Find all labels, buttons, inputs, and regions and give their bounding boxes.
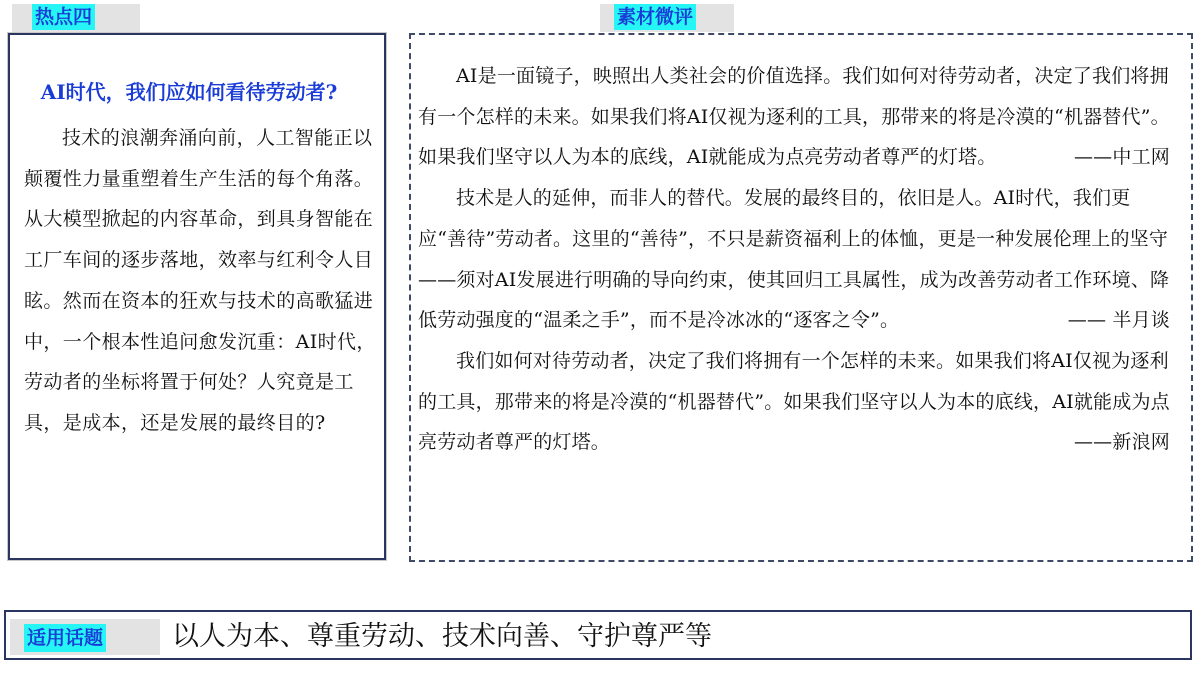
topic-intro-text (24, 118, 386, 444)
review-paragraph-text: AI是一面镜子，映照出人类社会的价值选择。我们如何对待劳动者，决定了我们将拥有一个怎样的未来。如果我们将AI仅视为逐利的工具，那带来的将是冷漠的“机器替代”。如果我们坚守以人为本的底线，AI就能成为点亮劳动者尊严的灯塔。 (418, 65, 1170, 169)
topic-intro-body: 技术的浪潮奔涌向前，人工智能正以颠覆性力量重塑着生产生活的每个角落。从大模型掀起的内容革命，到具身智能在工厂车间的逐步落地，效率与红利令人目眩。然而在资本的狂欢与技术的高歌猛进中，一个根本性追问愈发沉重：AI时代，劳动者的坐标将置于何处？人究竟是工具，是成本，还是发展的最终目的? (24, 127, 376, 434)
applicable-topics-tag (10, 619, 160, 655)
material-review-label: 素材微评 (614, 4, 696, 30)
review-source: ——新浪网 (1073, 431, 1170, 454)
review-paragraph (418, 56, 1170, 178)
review-paragraph (418, 178, 1170, 341)
hot-topic-tag (12, 4, 140, 32)
topic-title: AI时代，我们应如何看待劳动者? (40, 80, 338, 104)
applicable-topics-text: 以人为本、尊重劳动、技术向善、守护尊严等 (172, 621, 712, 652)
review-source: —— 半月谈 (1067, 309, 1170, 332)
review-paragraph-text: 技术是人的延伸，而非人的替代。发展的最终目的，依旧是人。AI时代，我们更应“善待”劳动者。这里的“善待”，不只是薪资福利上的体恤，更是一种发展伦理上的坚守——须对AI发展进行明确的导向约束，使其回归工具属性，成为改善劳动者工作环境、降低劳动强度的“温柔之手”，而不是冷冰冰的“逐客之令”。 (418, 187, 1170, 332)
applicable-topics-label: 适用话题 (24, 624, 106, 652)
review-paragraph (418, 341, 1170, 463)
review-source: ——中工网 (1073, 146, 1170, 169)
hot-topic-label: 热点四 (32, 4, 95, 30)
review-text (418, 56, 1170, 463)
material-review-tag (600, 4, 734, 32)
review-paragraph-text: 我们如何对待劳动者，决定了我们将拥有一个怎样的未来。如果我们将AI仅视为逐利的工具，那带来的将是冷漠的“机器替代”。如果我们坚守以人为本的底线，AI就能成为点亮劳动者尊严的灯塔。 (418, 349, 1170, 454)
